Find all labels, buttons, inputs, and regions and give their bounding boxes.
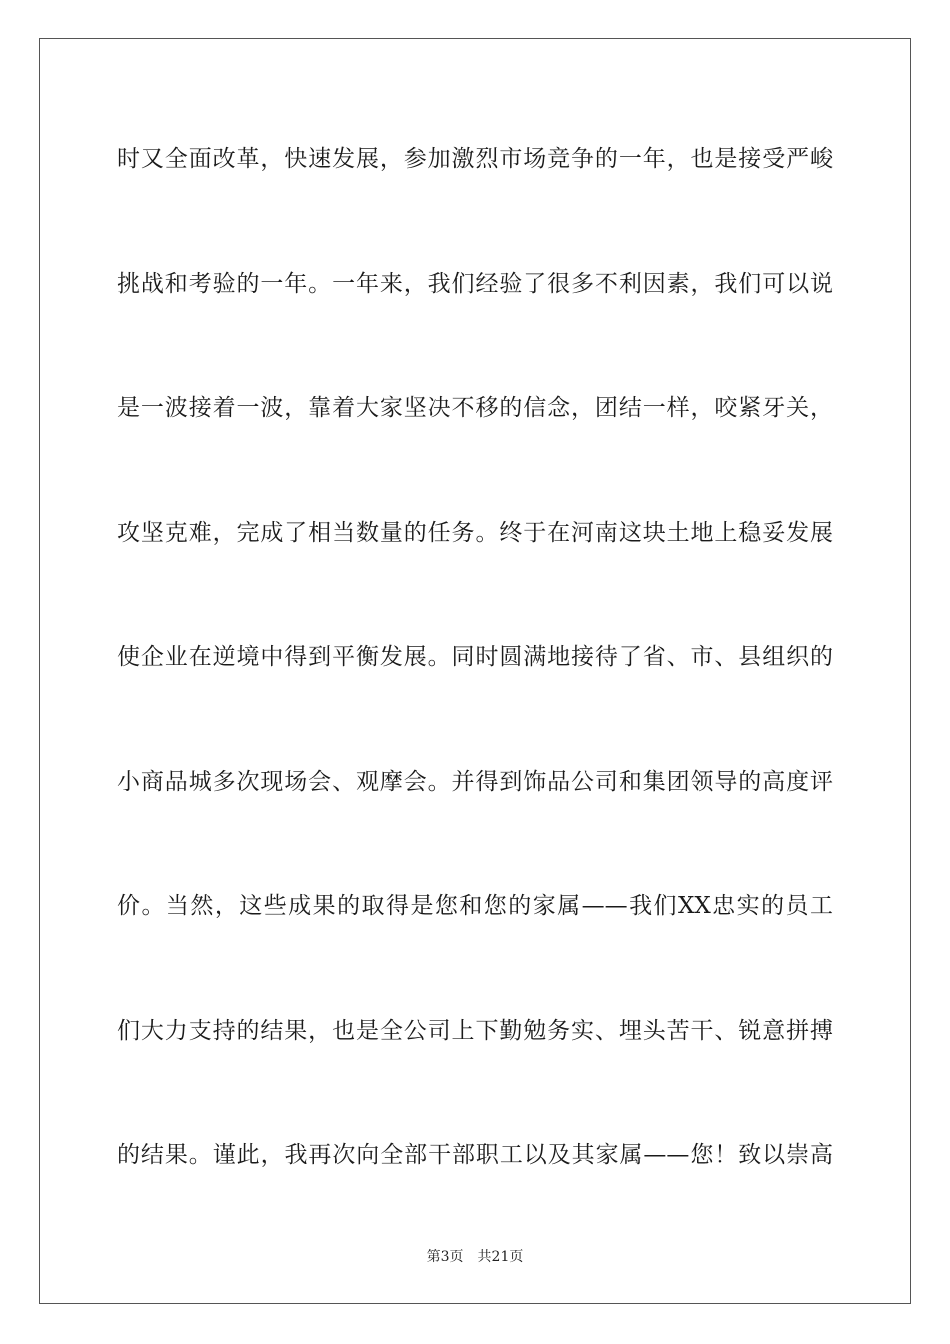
text-line-1: 时又全面改革，快速发展，参加激烈市场竞争的一年，也是接受严峻 [117,146,833,172]
text-line-7: 价。当然，这些成果的取得是您和您的家属——我们XX忠实的员工 [117,893,833,919]
text-line-4: 攻坚克难，完成了相当数量的任务。终于在河南这块土地上稳妥发展 [117,519,833,546]
page-footer [0,1246,950,1266]
page-number: 第3页 [426,1249,464,1265]
text-line-3: 是一波接着一波，靠着大家坚决不移的信念，团结一样，咬紧牙关， [117,395,833,421]
total-pages: 共21页 [477,1249,524,1265]
document-body [117,128,833,1249]
text-line-2: 挑战和考验的一年。一年来，我们经验了很多不利因素，我们可以说 [117,270,833,297]
text-line-5: 使企业在逆境中得到平衡发展。同时圆满地接待了省、市、县组织的 [117,644,833,670]
text-line-6: 小商品城多次现场会、观摩会。并得到饰品公司和集团领导的高度评 [117,768,833,795]
text-line-9: 的结果。谨此，我再次向全部干部职工以及其家属——您！致以崇高 [117,1142,833,1168]
text-line-8: 们大力支持的结果，也是全公司上下勤勉务实、埋头苦干、锐意拼搏 [117,1017,833,1044]
